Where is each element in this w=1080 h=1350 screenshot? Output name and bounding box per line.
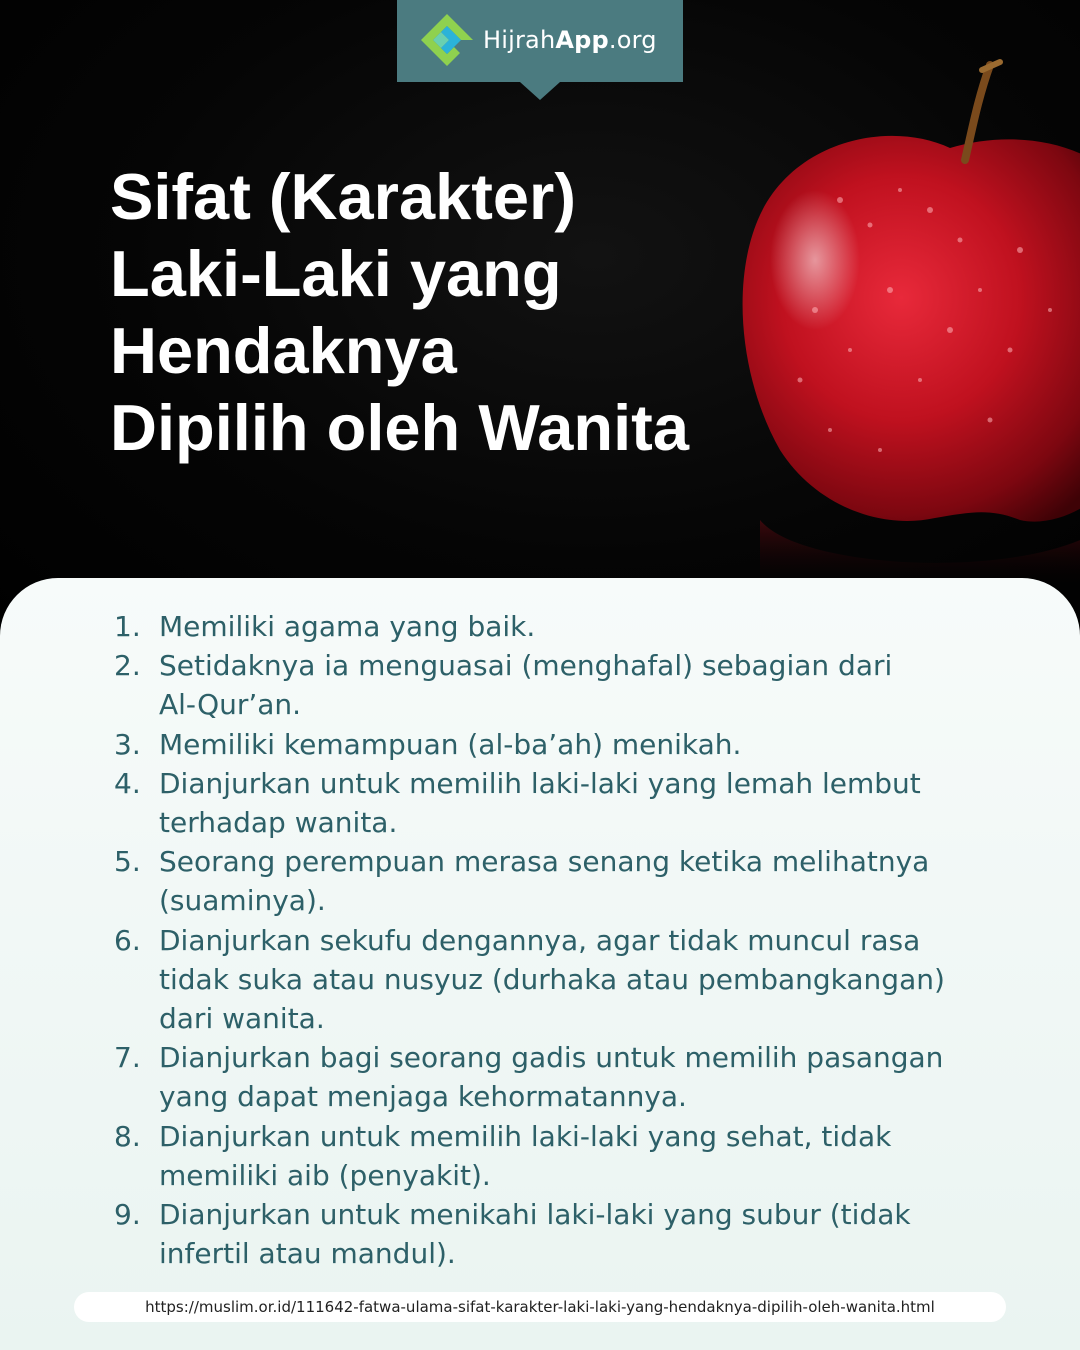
list-item-text: Dianjurkan untuk menikahi laki-laki yang subur (tidak [159, 1198, 911, 1232]
list-item [114, 646, 1014, 724]
list-item-number: 3. [114, 727, 141, 761]
list-item-number: 6. [114, 923, 141, 957]
title-line: Hendaknya [110, 314, 457, 387]
list-item [114, 1117, 1014, 1195]
list-item-text: Memiliki kemampuan (al-ba’ah) menikah. [159, 727, 742, 761]
list-item-text: Seorang perempuan merasa senang ketika melihatnya [159, 845, 930, 879]
list-item-text: infertil atau mandul). [159, 1237, 456, 1271]
list-item [114, 607, 1014, 646]
page-title [110, 158, 750, 466]
list-item-number: 9. [114, 1198, 141, 1232]
brand-name[interactable] [483, 22, 657, 58]
list-item-text: Dianjurkan sekufu dengannya, agar tidak muncul rasa [159, 923, 921, 957]
brand-name-part1: Hijrah [483, 26, 556, 54]
apple-image [720, 50, 1080, 590]
brand-name-part3: .org [608, 26, 657, 54]
list-item [114, 842, 1014, 920]
brand-name-part2: App [555, 26, 609, 54]
title-line: Laki-Laki yang [110, 237, 562, 310]
list-item-text: Memiliki agama yang baik. [159, 610, 536, 643]
list-item [114, 764, 1014, 842]
list-item-text: Dianjurkan bagi seorang gadis untuk memilih pasangan [159, 1041, 944, 1075]
list-item-text: Dianjurkan untuk memilih laki-laki yang lemah lembut [159, 766, 921, 800]
list-item-text: tidak suka atau nusyuz (durhaka atau pembangkangan) [159, 962, 945, 996]
list-item-number: 7. [114, 1041, 141, 1075]
list-item-number: 1. [114, 610, 141, 643]
title-line: Sifat (Karakter) [110, 160, 576, 233]
hijrahapp-logo-icon [417, 10, 477, 70]
list-item-number: 5. [114, 845, 141, 879]
list-item [114, 921, 1014, 1039]
characteristics-list [114, 607, 1014, 1273]
list-item-number: 2. [114, 649, 141, 683]
title-line: Dipilih oleh Wanita [110, 391, 689, 464]
list-item-text: Setidaknya ia menguasai (menghafal) sebagian dari [159, 649, 893, 683]
list-item [114, 725, 1014, 764]
list-item-text: (suaminya). [159, 884, 326, 918]
list-item-number: 4. [114, 766, 141, 800]
source-link[interactable]: https://muslim.or.id/111642-fatwa-ulama-sifat-karakter-laki-laki-yang-hendaknya-dipilih-oleh-wanita.html [74, 1292, 1006, 1322]
list-item-text: dari wanita. [159, 1002, 325, 1036]
list-item-text: memiliki aib (penyakit). [159, 1158, 491, 1192]
list-item-number: 8. [114, 1119, 141, 1153]
list-item [114, 1195, 1014, 1273]
list-item-text: yang dapat menjaga kehormatannya. [159, 1080, 687, 1114]
list-item-text: Al-Qur’an. [159, 688, 302, 722]
list-item [114, 1038, 1014, 1116]
list-item-text: Dianjurkan untuk memilih laki-laki yang sehat, tidak [159, 1119, 892, 1153]
list-item-text: terhadap wanita. [159, 806, 398, 840]
